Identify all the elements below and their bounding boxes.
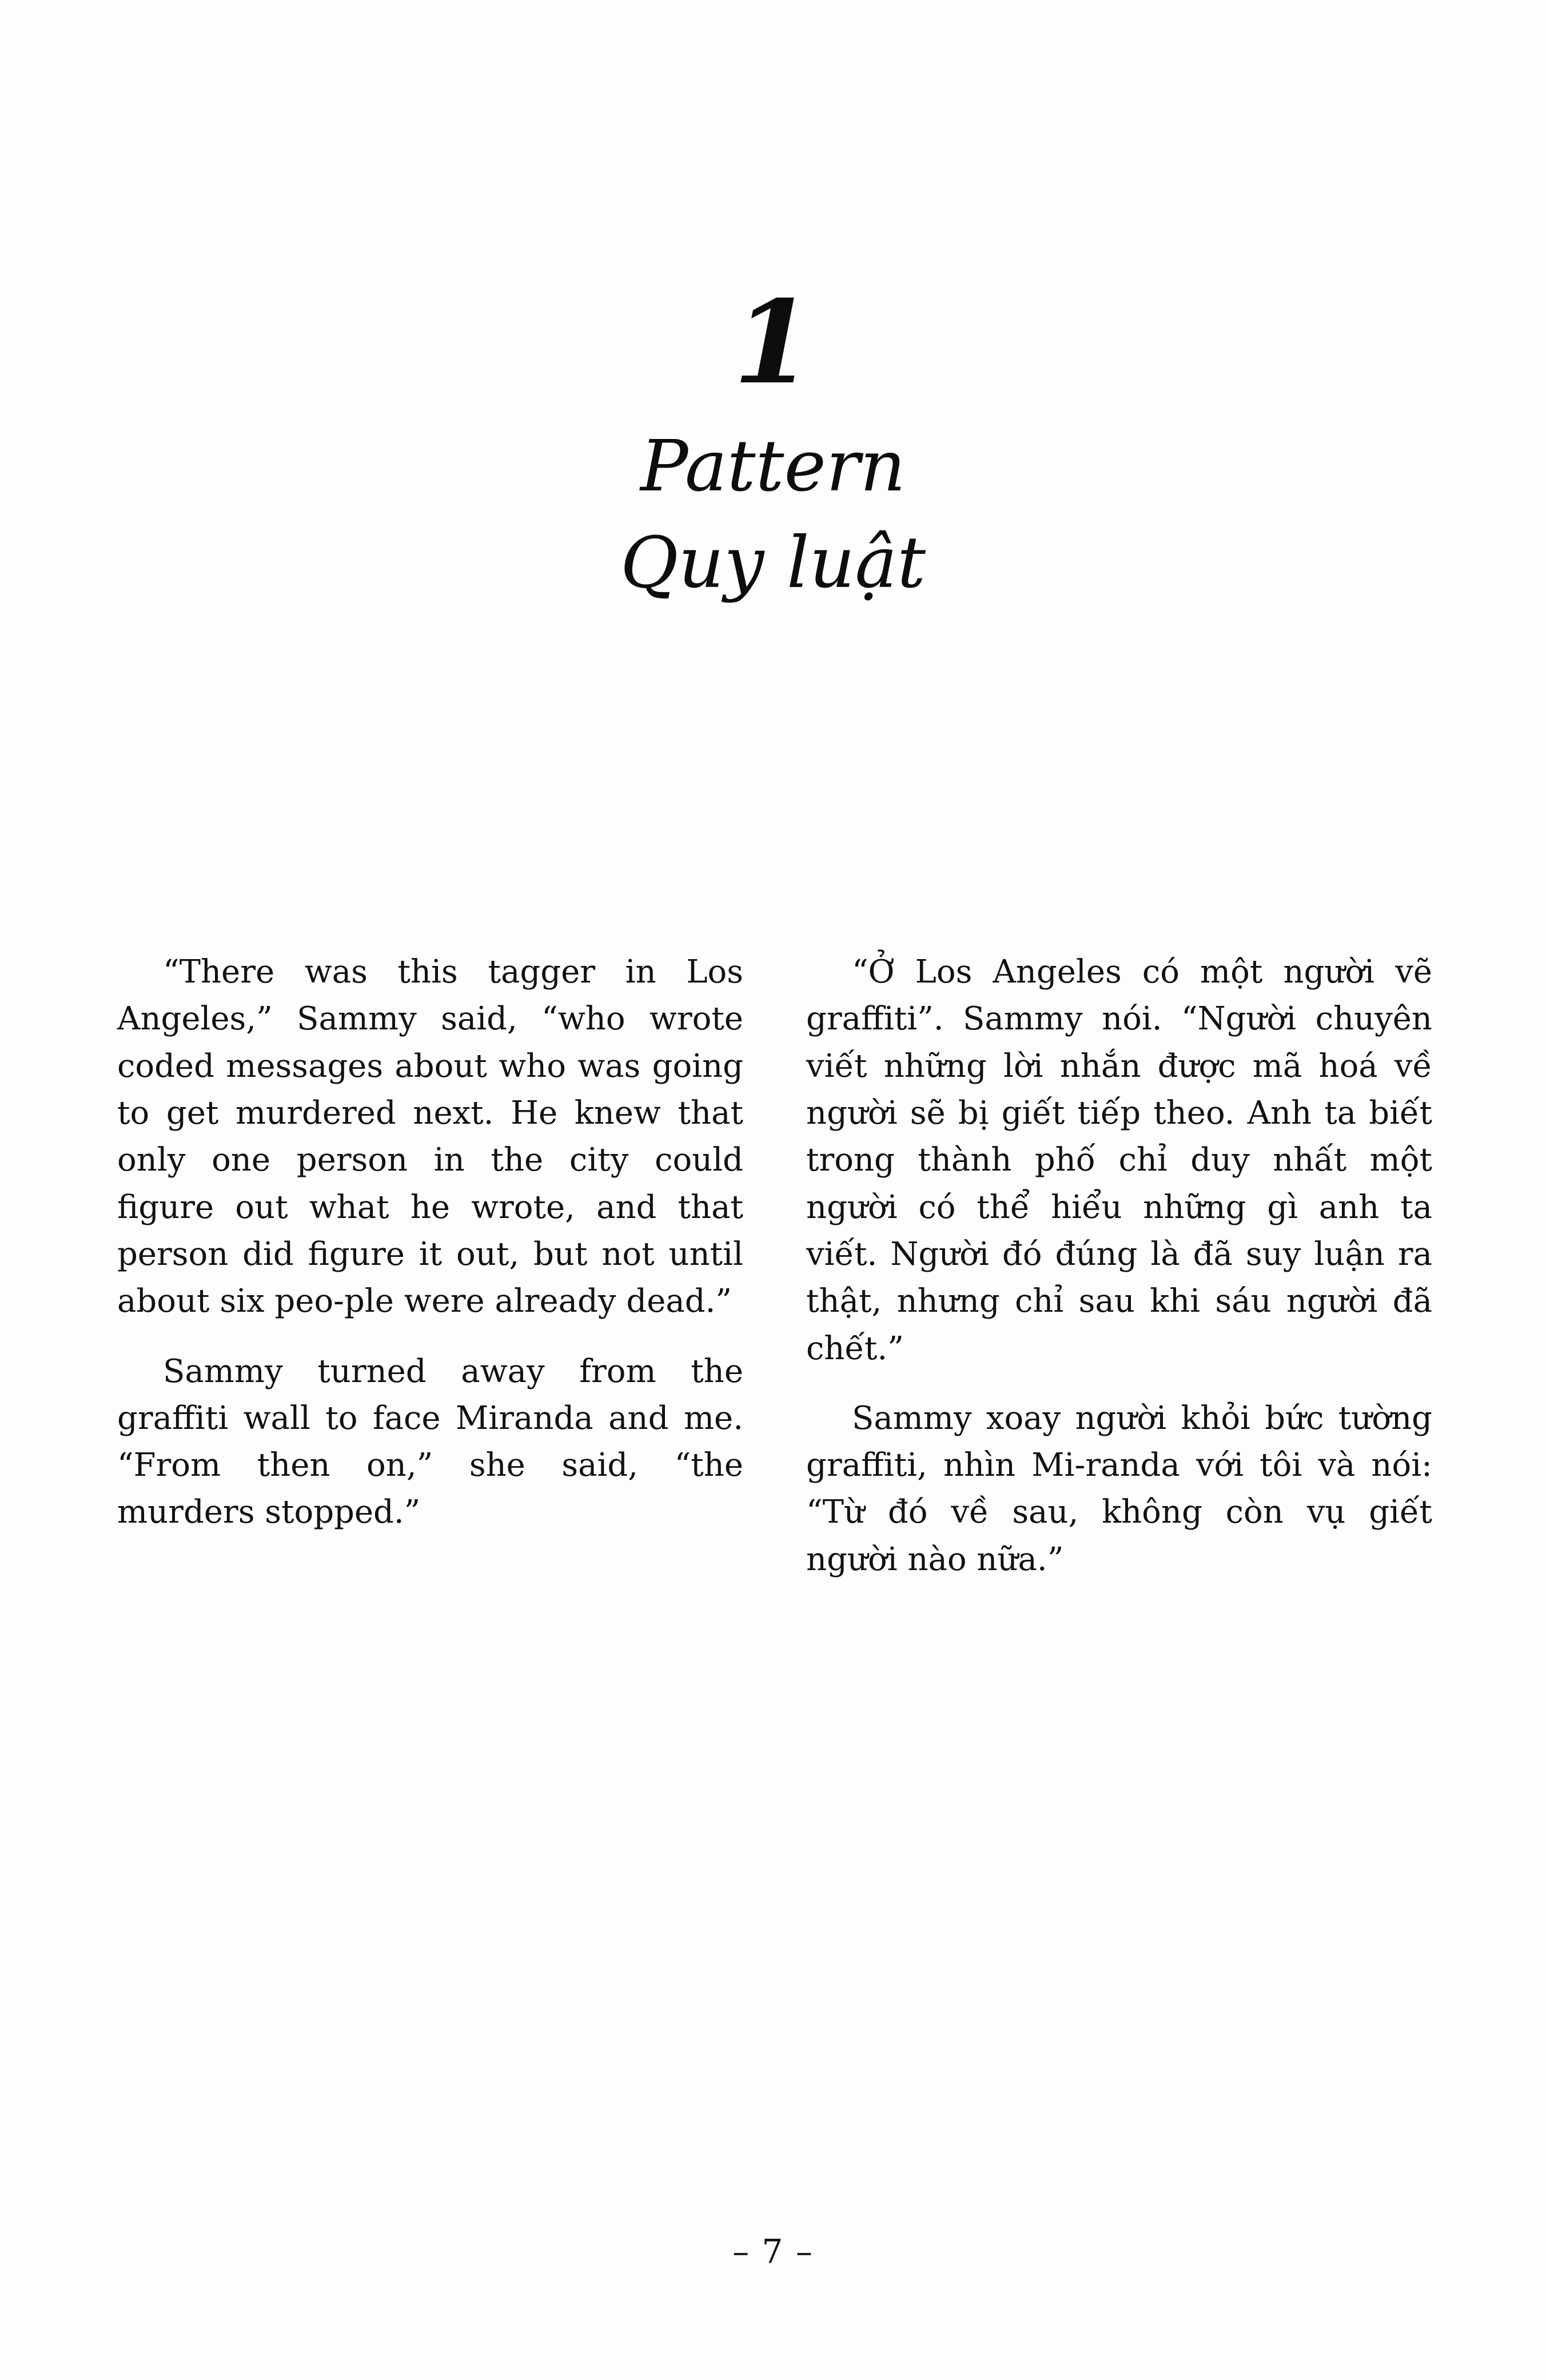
paragraph: “Ở Los Angeles có một người vẽ graffiti”. Sammy nói. “Người chuyên viết những lời nhắn được mã hoá về người sẽ bị giết tiếp theo. Anh ta biết trong thành phố chỉ duy nhất một người có thể hiểu những gì anh ta viết. Người đó đúng là đã suy luận ra thật, nhưng chỉ sau khi sáu người đã chết.”: [806, 953, 1432, 1367]
chapter-title-vietnamese: Quy luật: [620, 522, 926, 605]
column-english: [117, 949, 743, 1583]
page-number: – 7 –: [732, 2232, 814, 2271]
paragraph: Sammy xoay người khỏi bức tường graffiti, nhìn Mi-randa với tôi và nói: “Từ đó về sau, không còn vụ giết người nào nữa.”: [806, 1399, 1432, 1578]
paragraph: Sammy turned away from the graffiti wall to face Miranda and me. “From then on,” she said, “the murders stopped.”: [117, 1352, 743, 1531]
chapter-heading: [0, 275, 1546, 605]
column-vietnamese: [806, 949, 1432, 1583]
chapter-title-english: Pattern: [640, 425, 906, 508]
body-columns: [117, 949, 1432, 1583]
chapter-number: 1: [733, 275, 813, 410]
paragraph: “There was this tagger in Los Angeles,” Sammy said, “who wrote coded messages about who was going to get murdered next. He knew that only one person in the city could figure out what he wrote, and that person did figure it out, but not until about six peo-ple were already dead.”: [117, 953, 743, 1320]
